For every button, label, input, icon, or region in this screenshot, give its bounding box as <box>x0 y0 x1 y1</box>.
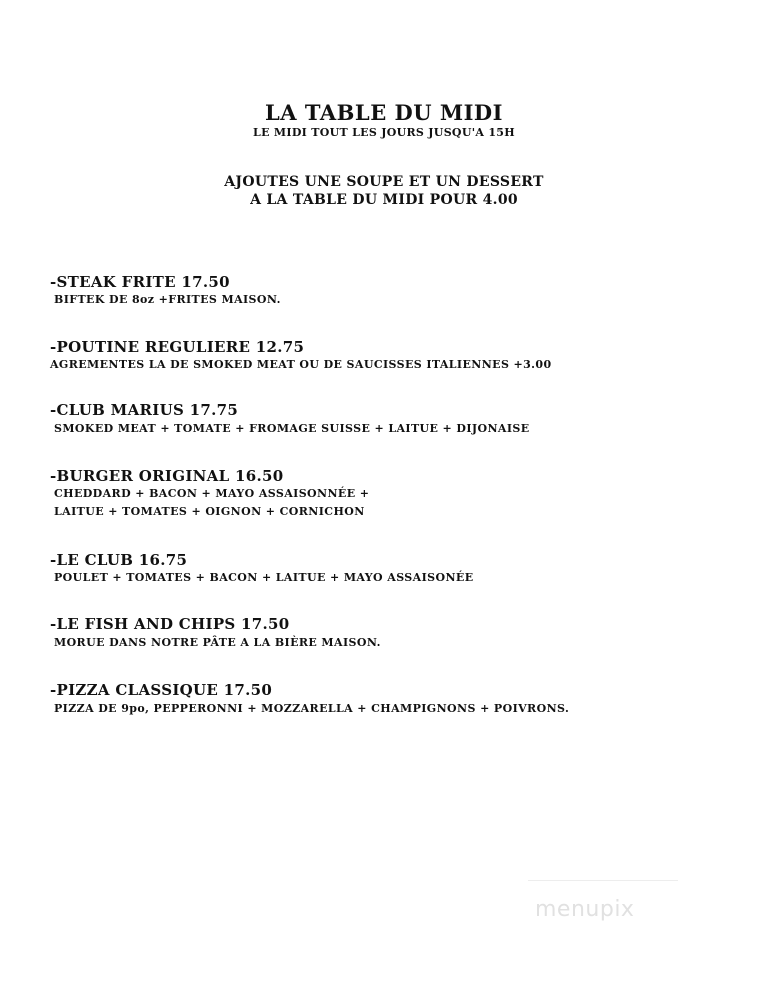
promo-line-2: A LA TABLE DU MIDI POUR 4.00 <box>250 192 518 208</box>
watermark-logo: menupix <box>535 897 635 922</box>
menu-item-name: -POUTINE REGULIERE 12.75 <box>50 338 305 356</box>
menu-item-name: -STEAK FRITE 17.50 <box>50 273 230 291</box>
menu-item-desc: AGREMENTES LA DE SMOKED MEAT OU DE SAUCISSES ITALIENNES +3.00 <box>50 358 552 371</box>
menu-item-name: -CLUB MARIUS 17.75 <box>50 401 239 419</box>
menu-item-name: -BURGER ORIGINAL 16.50 <box>50 467 284 485</box>
menu-item-desc: SMOKED MEAT + TOMATE + FROMAGE SUISSE + LAITUE + DIJONAISE <box>54 422 530 435</box>
menu-item-name: -LE CLUB 16.75 <box>50 551 188 569</box>
menu-item-name: -LE FISH AND CHIPS 17.50 <box>50 615 290 633</box>
menu-item-desc: POULET + TOMATES + BACON + LAITUE + MAYO ASSAISONÉE <box>54 571 474 584</box>
menu-item-desc: CHEDDARD + BACON + MAYO ASSAISONNÉE + <box>54 487 370 500</box>
watermark-line <box>528 880 678 891</box>
promo-line-1: AJOUTES UNE SOUPE ET UN DESSERT <box>224 174 544 190</box>
menu-item-desc: BIFTEK DE 8oz +FRITES MAISON. <box>54 293 281 306</box>
menu-item-desc: PIZZA DE 9po, PEPPERONNI + MOZZARELLA + CHAMPIGNONS + POIVRONS. <box>54 702 570 715</box>
menu-item-name: -PIZZA CLASSIQUE 17.50 <box>50 681 273 699</box>
menu-title: LA TABLE DU MIDI <box>265 100 503 125</box>
menu-subtitle: LE MIDI TOUT LES JOURS JUSQU'A 15H <box>253 126 515 139</box>
menu-item-desc: MORUE DANS NOTRE PÂTE A LA BIÈRE MAISON. <box>54 636 381 649</box>
menu-item-desc: LAITUE + TOMATES + OIGNON + CORNICHON <box>54 505 365 518</box>
